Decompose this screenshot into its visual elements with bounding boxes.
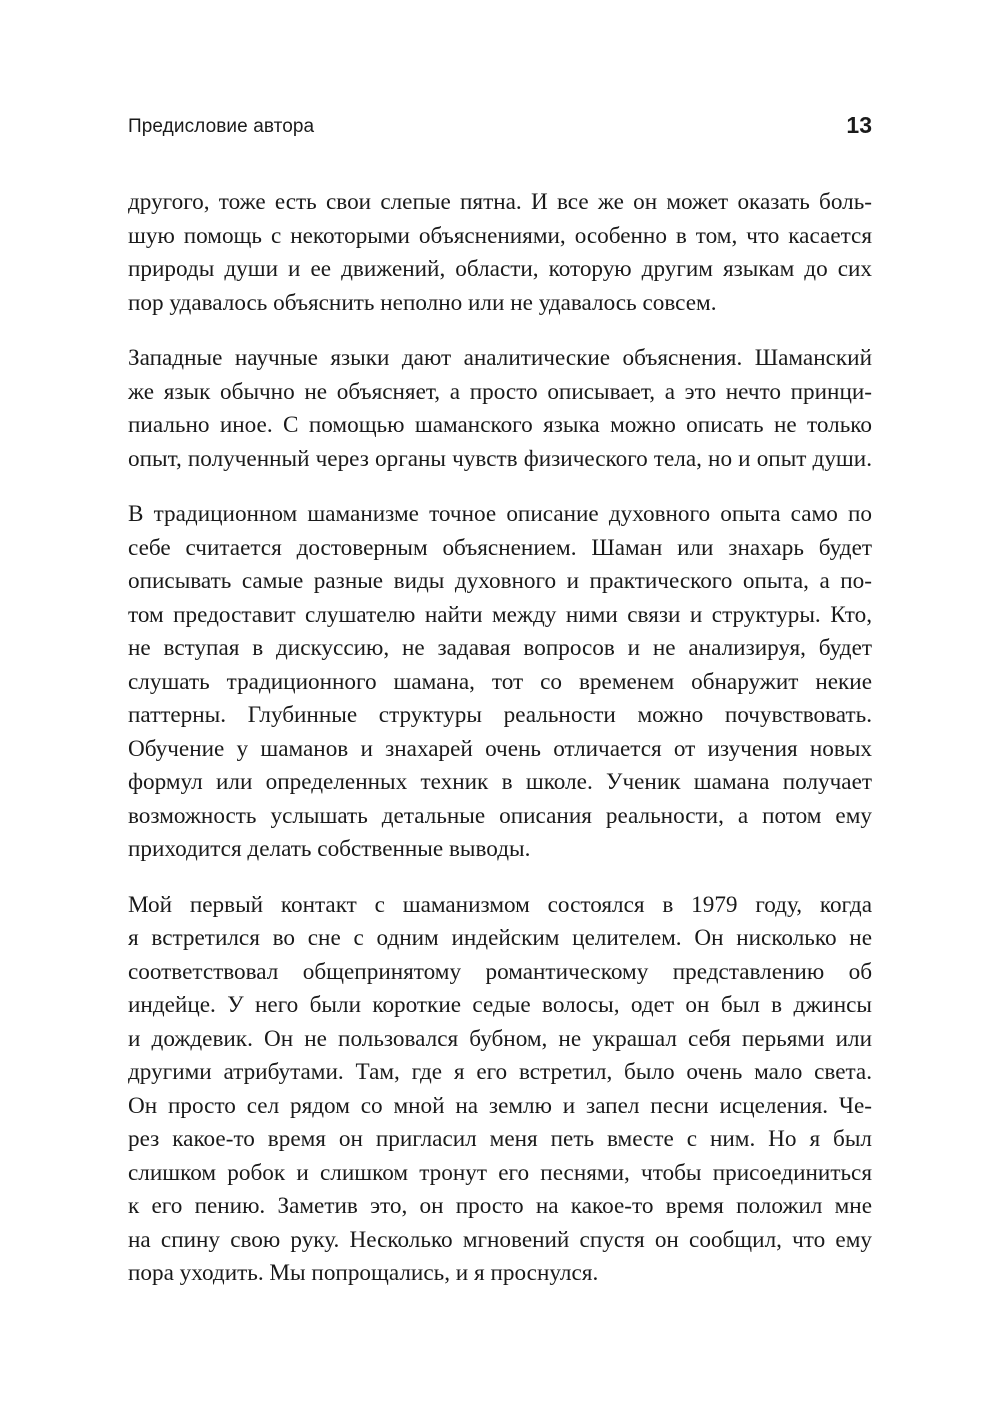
text-line: слушать традиционного шамана, тот со временем обнаружит некие [128,668,872,695]
running-head-title: Предисловие автора [128,116,315,137]
text-line: себе считается достоверным объяснением. Шаман или знахарь будет [128,534,872,561]
text-line: индейце. У него были короткие седые волосы, одет он был в джинсы [128,992,872,1018]
text-line: я встретился во сне с одним индейским целителем. Он нисколько не [128,925,872,951]
text-line: соответствовал общепринятому романтическому представлению об [128,958,872,985]
page-number: 13 [846,112,872,138]
text-line: пора уходить. Мы попрощались, и я проснулся. [128,1260,599,1286]
text-line: природы души и ее движений, области, которую другим языкам до сих [128,256,872,282]
text-line: шую помощь с некоторыми объяснениями, особенно в том, что касается [128,222,872,249]
text-line: том предоставит слушателю найти между ними связи и структуры. Кто, [128,601,872,628]
text-line: возможность услышать детальные описания реальности, а потом ему [128,802,872,829]
text-line: к его пению. Заметив это, он просто на какое-то время положил мне [128,1193,872,1219]
text-line: паттерны. Глубинные структуры реальности можно почувствовать. [128,702,872,728]
text-line: опыт, полученный через органы чувств физического тела, но и опыт души. [128,445,872,472]
text-line: приходится делать собственные выводы. [128,836,531,862]
paragraph [128,498,872,867]
text-line: описывать самые разные виды духовного и практического опыта, а по- [128,568,872,594]
text-line: другими атрибутами. Там, где я его встретил, было очень мало света. [128,1059,872,1085]
paragraph [128,186,872,320]
text-line: же язык обычно не объясняет, а просто описывает, а это нечто принци- [128,378,872,405]
body-text [128,186,872,1313]
paragraph [128,889,872,1291]
text-line: не вступая в дискуссию, не задавая вопросов и не анализируя, будет [128,635,872,661]
text-line: пиально иное. С помощью шаманского языка можно описать не только [128,412,872,438]
text-line: формул или определенных техник в школе. Ученик шамана получает [128,769,872,795]
text-line: В традиционном шаманизме точное описание духовного опыта само по [128,501,872,527]
text-line: на спину свою руку. Несколько мгновений спустя он сообщил, что ему [128,1226,872,1253]
text-line: слишком робок и слишком тронут его песнями, чтобы присоединиться [128,1159,872,1186]
text-line: Мой первый контакт с шаманизмом состоялся в 1979 году, когда [128,891,872,918]
text-line: Западные научные языки дают аналитические объяснения. Шаманский [128,345,872,371]
text-line: Он просто сел рядом со мной на землю и запел песни исцеления. Че- [128,1092,872,1119]
text-line: Обучение у шаманов и знахарей очень отличается от изучения новых [128,735,872,762]
paragraph [128,342,872,476]
text-line: другого, тоже есть свои слепые пятна. И все же он может оказать боль- [128,189,872,215]
text-line: рез какое-то время он пригласил меня петь вместе с ним. Но я был [128,1126,872,1152]
text-line: и дождевик. Он не пользовался бубном, не украшал себя перьями или [128,1025,872,1052]
text-line: пор удавалось объяснить неполно или не удавалось совсем. [128,289,717,316]
